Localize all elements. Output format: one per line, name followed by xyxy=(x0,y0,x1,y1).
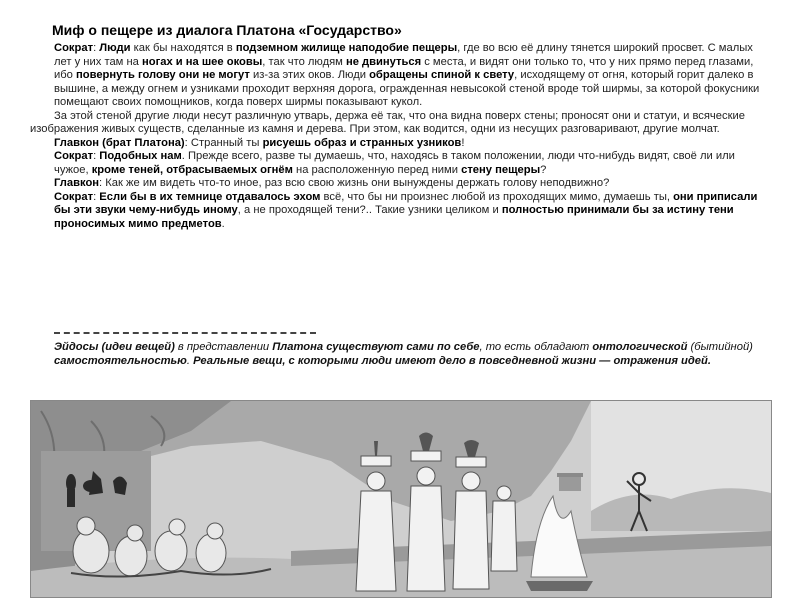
dialogue-paragraph xyxy=(30,110,772,137)
text-run: , исходящему от огня, который горит далеко в вышине, а между огнем и узниками проходит верхняя дорога, огражденная невысокой стеной вроде той ширмы, за которой фокусники помещают своих помощников, когда поверх ширмы показывают кукол. xyxy=(54,69,760,108)
emphasis-text: самостоятельностью xyxy=(54,355,187,367)
text-run: как бы находятся в xyxy=(130,42,236,54)
text-run: ! xyxy=(461,136,465,149)
text-run: из-за этих оков. Люди xyxy=(249,69,370,81)
text-run: . Прежде всего, разве ты думаешь, что, находясь в таком положении, люди что-нибудь видят, своё ли или чужое, xyxy=(54,150,735,176)
emphasis-text: Сократ xyxy=(54,190,94,203)
text-run: ? xyxy=(540,163,547,176)
text-run: : Странный ты xyxy=(184,136,263,149)
text-run: , так что людям xyxy=(262,55,346,68)
text-run: , то есть обладают xyxy=(479,341,593,353)
emphasis-text: Подобных нам xyxy=(99,150,182,162)
eidos-definition xyxy=(54,340,754,368)
emphasis-text: рисуешь образ и странных узников xyxy=(262,136,462,149)
text-run: За этой стеной другие люди несут различную утварь, держа её так, что она видна поверх стены; проносят они и статуи, и всяческие изображения живых существ, сделанные из камня и дерева. При этом, как водится, одни из несущих разговаривают, другие молчат. xyxy=(30,109,745,135)
text-run: на расположенную перед ними xyxy=(292,163,462,176)
emphasis-text: стену пещеры xyxy=(461,163,541,176)
emphasis-text: Сократ xyxy=(54,42,94,54)
dialogue-paragraph xyxy=(30,177,772,191)
dialogue-paragraph xyxy=(30,137,772,151)
text-run: . xyxy=(221,217,225,230)
emphasis-text: ногах и на шее оковы xyxy=(141,55,263,68)
emphasis-text: они приписали бы эти звуки чему-нибудь иному xyxy=(54,190,758,216)
emphasis-text: Главкон xyxy=(54,177,100,189)
emphasis-text: Люди xyxy=(99,42,131,54)
emphasis-text: Главкон (брат Платона) xyxy=(54,136,185,149)
emphasis-text: Сократ xyxy=(54,150,94,162)
page-title: Миф о пещере из диалога Платона «Государство» xyxy=(52,22,402,38)
cave-illustration xyxy=(30,400,772,598)
divider xyxy=(54,332,316,334)
text-run: , а не проходящей тени?.. Такие узники целиком и xyxy=(237,204,502,216)
text-run: : Как же им видеть что-то иное, раз всю свою жизнь они вынуждены держать голову неподвижно? xyxy=(99,177,610,189)
dialogue-paragraph xyxy=(30,42,772,110)
text-run: . xyxy=(186,355,194,367)
dialogue-paragraph xyxy=(30,191,772,232)
dialogue-text xyxy=(30,42,772,231)
emphasis-text: не двинуться xyxy=(345,55,422,68)
emphasis-text: повернуть голову они не могут xyxy=(76,69,250,81)
text-run: : xyxy=(93,42,100,54)
emphasis-text: обращены спиной к свету xyxy=(369,69,515,81)
text-run: всё, что бы ни произнес любой из проходящих мимо, думаешь ты, xyxy=(320,190,674,203)
emphasis-text: кроме теней, отбрасываемых огнём xyxy=(91,163,293,176)
text-run: (бытийной) xyxy=(687,341,753,353)
text-run: : xyxy=(93,150,100,162)
emphasis-text: Платона существуют сами по себе xyxy=(272,341,480,353)
emphasis-text: онтологической xyxy=(592,341,688,353)
emphasis-text: Реальные вещи, с которыми люди имеют дело в повседневной жизни — отражения идей. xyxy=(193,355,711,367)
emphasis-text: подземном жилище наподобие пещеры xyxy=(235,42,458,54)
text-run: , где во всю её длину тянется широкий просвет. С малых лет у них там на xyxy=(54,42,753,68)
text-run: : xyxy=(93,190,100,203)
emphasis-text: Эйдосы (идеи вещей) xyxy=(54,341,175,353)
emphasis-text: Если бы в их темнице отдавалось эхом xyxy=(99,190,321,203)
text-run: в представлении xyxy=(174,341,273,353)
text-run: с места, и видят они только то, что у них прямо перед глазами, ибо xyxy=(54,55,754,81)
dialogue-paragraph xyxy=(30,150,772,177)
emphasis-text: полностью принимали бы за истину тени проносимых мимо предметов xyxy=(54,204,734,230)
